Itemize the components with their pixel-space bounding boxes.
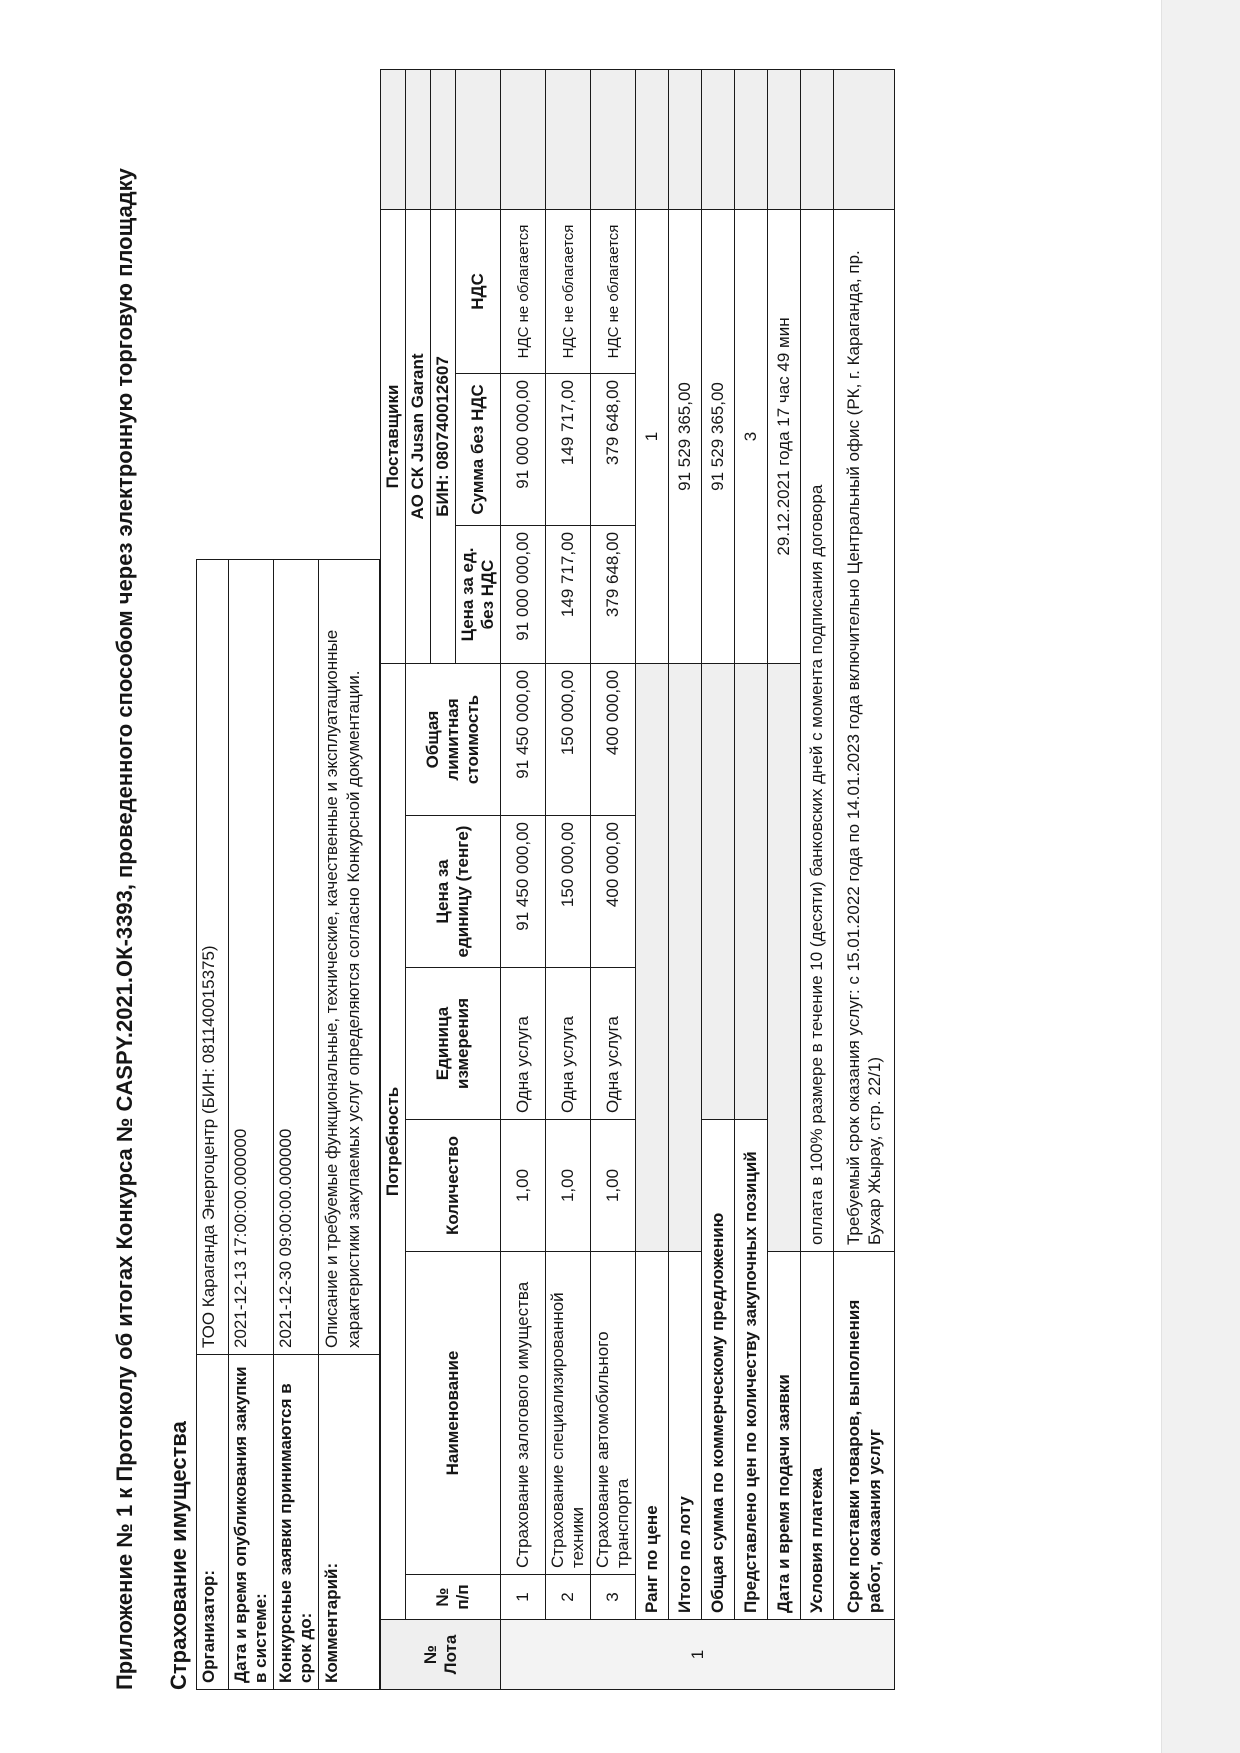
row-filler bbox=[768, 69, 801, 209]
sum-no-vat: 379 648,00 bbox=[591, 373, 636, 525]
header-filler bbox=[456, 69, 501, 209]
commercial-label: Общая сумма по коммерческому предложению bbox=[702, 1120, 735, 1620]
total-filler bbox=[669, 663, 702, 1251]
quantity-header: Количество bbox=[406, 1120, 501, 1252]
rank-value: 1 bbox=[636, 209, 669, 663]
service-name: Страхование автомобильного транспорта bbox=[591, 1252, 636, 1575]
unit-price: 150 000,00 bbox=[546, 816, 591, 968]
lot-number: 1 bbox=[501, 1620, 895, 1690]
commercial-row bbox=[702, 69, 735, 1689]
lot-number-header: № Лота bbox=[381, 1620, 501, 1690]
header-filler bbox=[431, 69, 456, 209]
document-title: Приложение № 1 к Протоколу об итогах Конкурса № CASPY.2021.ОК-3393, проведенного способом через электронную торговую площадку bbox=[112, 168, 137, 1690]
total-label: Итого по лоту bbox=[669, 1252, 702, 1620]
total-limit: 91 450 000,00 bbox=[501, 663, 546, 815]
document-sheet bbox=[110, 70, 1110, 1690]
submitted-filler bbox=[768, 663, 801, 1251]
positions-filler bbox=[735, 663, 768, 1119]
service-name: Страхование специализированной техники bbox=[546, 1252, 591, 1575]
delivery-label: Срок поставки товаров, выполнения работ, оказания услуг bbox=[834, 1252, 895, 1620]
quantity: 1,00 bbox=[591, 1120, 636, 1252]
sum-no-vat: 149 717,00 bbox=[546, 373, 591, 525]
quantity: 1,00 bbox=[546, 1120, 591, 1252]
service-name: Страхование залогового имущества bbox=[501, 1252, 546, 1575]
suppliers-header: Поставщики bbox=[381, 209, 406, 663]
submitted-label: Дата и время подачи заявки bbox=[768, 1252, 801, 1620]
row-number-header: № п/п bbox=[406, 1575, 501, 1620]
need-header: Потребность bbox=[381, 663, 406, 1619]
total-limit: 150 000,00 bbox=[546, 663, 591, 815]
header-row-1 bbox=[381, 69, 406, 1689]
organizer-label: Организатор: bbox=[197, 1355, 229, 1690]
payment-row bbox=[801, 69, 834, 1689]
price-no-vat: 379 648,00 bbox=[591, 525, 636, 663]
row-filler bbox=[735, 69, 768, 209]
row-filler bbox=[702, 69, 735, 209]
table-row bbox=[501, 69, 546, 1689]
rank-row bbox=[636, 69, 669, 1689]
row-number: 2 bbox=[546, 1575, 591, 1620]
positions-value: 3 bbox=[735, 209, 768, 663]
commercial-value: 91 529 365,00 bbox=[702, 209, 735, 663]
row-filler bbox=[834, 69, 895, 209]
row-filler bbox=[501, 69, 546, 209]
published-label: Дата и время опубликования закупки в системе: bbox=[229, 1355, 274, 1690]
scan-edge bbox=[1161, 0, 1240, 1753]
vat-status: НДС не облагается bbox=[591, 209, 636, 373]
payment-value: оплата в 100% размере в течение 10 (десяти) банковских дней с момента подписания договора bbox=[801, 209, 834, 1251]
row-number: 1 bbox=[501, 1575, 546, 1620]
deadline-label: Конкурсные заявки принимаются в срок до: bbox=[274, 1355, 319, 1690]
published-value: 2021-12-13 17:00:00.000000 bbox=[229, 560, 274, 1355]
published-row bbox=[229, 560, 274, 1690]
total-limit: 400 000,00 bbox=[591, 663, 636, 815]
vat-header: НДС bbox=[456, 209, 501, 373]
row-filler bbox=[669, 69, 702, 209]
rank-filler bbox=[636, 663, 669, 1251]
comment-value: Описание и требуемые функциональные, технические, качественные и эксплуатационные характеристики закупаемых услуг определяются согласно Конкурсной документации. bbox=[319, 560, 380, 1355]
unit: Одна услуга bbox=[501, 968, 546, 1120]
unit: Одна услуга bbox=[546, 968, 591, 1120]
header-row-2 bbox=[406, 69, 431, 1689]
unit: Одна услуга bbox=[591, 968, 636, 1120]
quantity: 1,00 bbox=[501, 1120, 546, 1252]
payment-label: Условия платежа bbox=[801, 1252, 834, 1620]
unit-price-header: Цена за единицу (тенге) bbox=[406, 816, 501, 968]
unit-price: 400 000,00 bbox=[591, 816, 636, 968]
submitted-row bbox=[768, 69, 801, 1689]
rank-label: Ранг по цене bbox=[636, 1252, 669, 1620]
procurement-info-table bbox=[196, 559, 380, 1690]
total-limit-header: Общая лимитная стоимость bbox=[406, 663, 501, 815]
row-filler bbox=[636, 69, 669, 209]
table-row bbox=[546, 69, 591, 1689]
comment-row bbox=[319, 560, 380, 1690]
supplier-name: АО СК Jusan Garant bbox=[406, 209, 431, 663]
row-filler bbox=[591, 69, 636, 209]
row-number: 3 bbox=[591, 1575, 636, 1620]
sum-no-vat-header: Сумма без НДС bbox=[456, 373, 501, 525]
total-value: 91 529 365,00 bbox=[669, 209, 702, 663]
delivery-row bbox=[834, 69, 895, 1689]
commercial-filler bbox=[702, 663, 735, 1119]
vat-status: НДС не облагается bbox=[546, 209, 591, 373]
row-filler bbox=[546, 69, 591, 209]
positions-label: Представлено цен по количеству закупочных позиций bbox=[735, 1120, 768, 1620]
row-filler bbox=[801, 69, 834, 209]
name-header: Наименование bbox=[406, 1252, 501, 1575]
delivery-value: Требуемый срок оказания услуг: с 15.01.2022 года по 14.01.2023 года включительно Центральный офис (РК, г. Караганда, пр. Бухар Жырау, стр. 22/1) bbox=[834, 209, 895, 1251]
unit-price: 91 450 000,00 bbox=[501, 816, 546, 968]
organizer-value: ТОО Караганда Энергоцентр (БИН: 081140015375) bbox=[197, 560, 229, 1355]
price-no-vat: 91 000 000,00 bbox=[501, 525, 546, 663]
supplier-bin: БИН: 080740012607 bbox=[431, 209, 456, 663]
lot-results-table bbox=[380, 69, 895, 1690]
unit-header: Единица измерения bbox=[406, 968, 501, 1120]
total-row bbox=[669, 69, 702, 1689]
deadline-row bbox=[274, 560, 319, 1690]
organizer-row bbox=[197, 560, 229, 1690]
table-row bbox=[591, 69, 636, 1689]
price-no-vat: 149 717,00 bbox=[546, 525, 591, 663]
header-filler bbox=[381, 69, 406, 209]
positions-row bbox=[735, 69, 768, 1689]
sum-no-vat: 91 000 000,00 bbox=[501, 373, 546, 525]
price-no-vat-header: Цена за ед. без НДС bbox=[456, 525, 501, 663]
submitted-value: 29.12.2021 года 17 час 49 мин bbox=[768, 209, 801, 663]
header-filler bbox=[406, 69, 431, 209]
deadline-value: 2021-12-30 09:00:00.000000 bbox=[274, 560, 319, 1355]
document-subtitle: Страхование имущества bbox=[166, 1421, 191, 1690]
vat-status: НДС не облагается bbox=[501, 209, 546, 373]
comment-label: Комментарий: bbox=[319, 1355, 380, 1690]
